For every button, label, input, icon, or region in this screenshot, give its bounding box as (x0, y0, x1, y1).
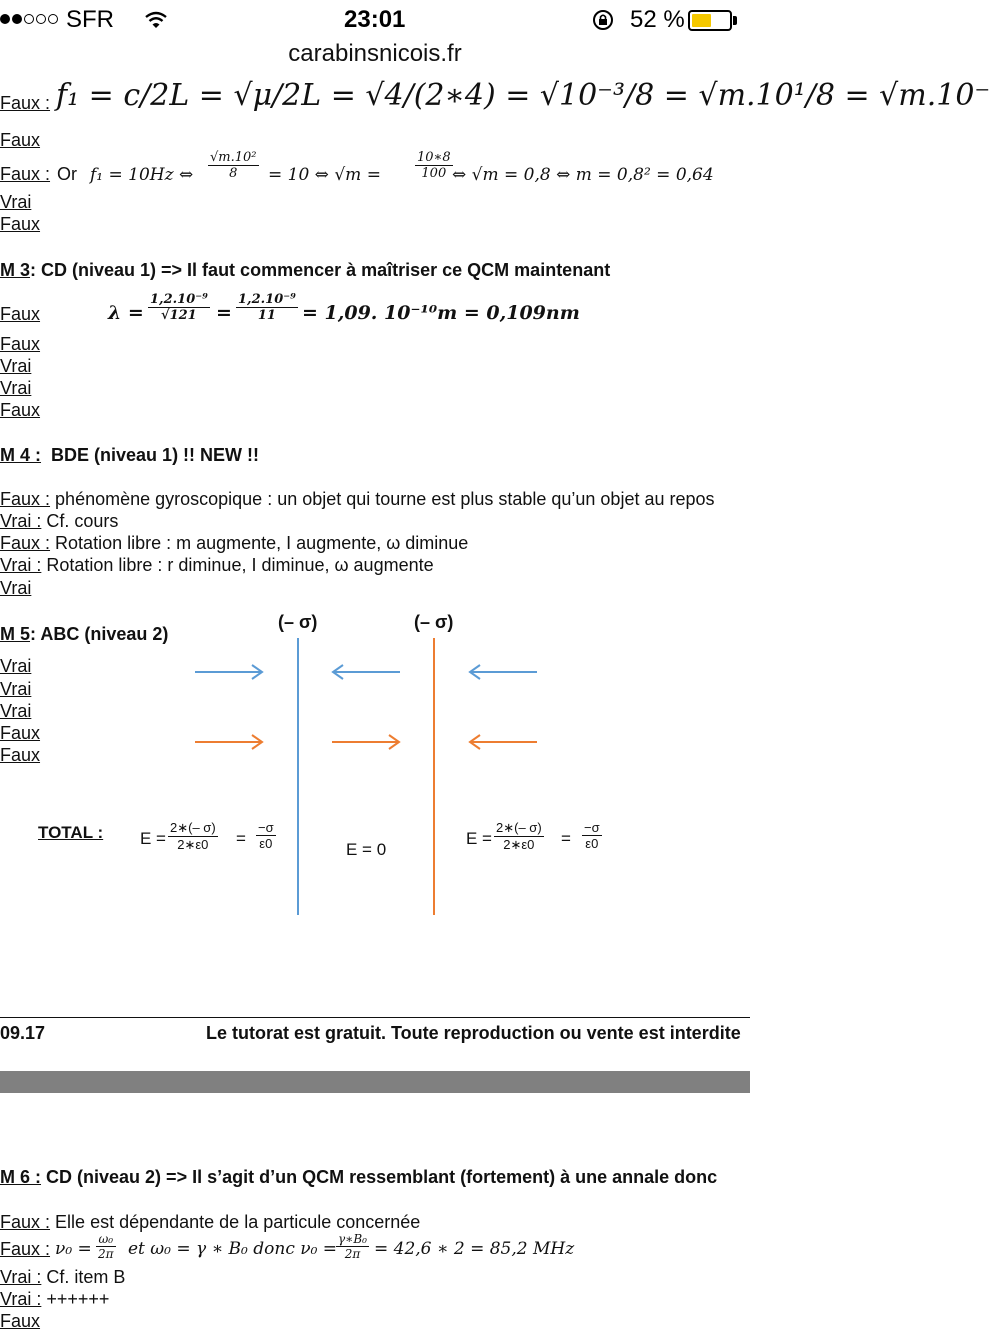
footer-divider (0, 1017, 750, 1018)
answer-label: Vrai (0, 679, 32, 699)
qcm6-item: Faux : Elle est dépendante de la particule concernée (0, 1212, 421, 1232)
formula-middle: = 10 ⇔ √m = (268, 165, 381, 185)
formula-middle: et ω₀ = γ ∗ B₀ donc ν₀ = (128, 1239, 338, 1259)
arrow-left-icon (333, 665, 400, 679)
answer-label: Faux (0, 1311, 41, 1331)
blue-field-arrows (195, 665, 537, 679)
qcm4-title: M 4 : BDE (niveau 1) !! NEW !! (0, 445, 260, 465)
qcm4-item: Faux : phénomène gyroscopique : un objet qui tourne est plus stable qu’un objet au repos (0, 489, 715, 509)
arrow-right-icon (195, 665, 262, 679)
text-or: Or (57, 164, 77, 184)
answer-label: Vrai (0, 656, 32, 676)
page-separator (0, 1071, 750, 1093)
arrow-left-icon (470, 665, 537, 679)
sigma-label-left: (– σ) (278, 612, 318, 632)
arrow-right-icon (332, 735, 399, 749)
fraction: $\frac{\text{γ∗B₀}}{2\pi}$ (338, 1232, 367, 1261)
wifi-icon (144, 10, 168, 30)
answer-label: Faux : (0, 93, 51, 113)
fraction: $\frac{\text{1,2.10⁻⁹}}{√121}$ (150, 292, 208, 323)
lambda-result: = 1,09. 10⁻¹⁰m = 0,109nm (302, 302, 580, 324)
fraction: $\frac{2∗(- \sigma)}{2∗\varepsilon 0}$ (170, 820, 216, 852)
fraction: $\frac{\text{ω₀}}{2\pi}$ (98, 1232, 114, 1261)
qcm4-item: Faux : Rotation libre : m augmente, I augmente, ω diminue (0, 533, 469, 553)
answer-label: Faux (0, 745, 41, 765)
signal-strength-icon (0, 11, 60, 29)
qcm5-title: M 5: ABC (niveau 2) (0, 624, 169, 644)
fraction: $\frac{-\sigma}{\varepsilon 0}$ (258, 820, 274, 851)
rotation-lock-icon (592, 9, 614, 31)
battery-icon (688, 10, 732, 31)
battery-tip (733, 16, 737, 25)
lambda-symbol: λ = (108, 302, 144, 324)
formula-end: = 42,6 ∗ 2 = 85,2 MHz (374, 1239, 575, 1259)
clock: 23:01 (344, 6, 406, 33)
total-label: TOTAL : (38, 823, 104, 842)
qcm6-title: M 6 : CD (niveau 2) => Il s’agit d’un QCM ressemblant (fortement) à une annale donc (0, 1167, 718, 1187)
answer-label: Faux (0, 334, 41, 354)
fraction: $\frac{\text{√m.10²}}{8}$ (210, 150, 257, 181)
formula-end: ⇔ √m = 0,8 ⇔ m = 0,8² = 0,64 (452, 165, 714, 185)
answer-label: Faux : (0, 1239, 51, 1259)
address-bar-url[interactable]: carabinsnicois.fr (288, 40, 462, 67)
sigma-label-right: (– σ) (414, 612, 454, 632)
e-left-prefix: E = (140, 829, 166, 848)
qcm4-item: Vrai : Cf. cours (0, 511, 119, 531)
equals-sign: = (561, 829, 571, 848)
answer-label: Vrai (0, 356, 32, 376)
answer-label: Faux (0, 400, 41, 420)
formula-f1-value: f₁ = 10Hz ⇔ (90, 165, 194, 185)
footer-notice: Le tutorat est gratuit. Toute reproduction ou vente est interdite (206, 1023, 741, 1043)
answer-label: Faux : (0, 164, 51, 184)
qcm4-item: Vrai (0, 578, 32, 598)
fraction: $\frac{\text{1,2.10⁻⁹}}{11}$ (238, 292, 296, 323)
e-right-prefix: E = (466, 829, 492, 848)
formula-f1: f₁ = c/2L = √μ/2L = √4/(2∗4) = √10⁻³/8 = √m.10¹/8 = √m.10⁻ (56, 78, 990, 113)
answer-label: Vrai (0, 192, 32, 212)
equals-sign: = (216, 302, 232, 324)
answer-label: Vrai (0, 378, 32, 398)
answer-label: Faux (0, 214, 41, 234)
formula-v0: ν₀ = (55, 1239, 92, 1259)
field-diagram (0, 600, 750, 930)
battery-percent: 52 % (630, 6, 685, 33)
qcm3-title: M 3: CD (niveau 1) => Il faut commencer à maîtriser ce QCM maintenant (0, 260, 611, 280)
qcm6-item: Vrai : Cf. item B (0, 1267, 126, 1287)
fraction: $\frac{-\sigma}{\varepsilon 0}$ (584, 820, 600, 851)
status-bar (0, 0, 750, 40)
fraction: $\frac{10∗8}{100}$ (417, 150, 451, 181)
fraction: $\frac{2∗(- \sigma)}{2∗\varepsilon 0}$ (496, 820, 542, 852)
carrier-name: SFR (66, 6, 114, 33)
equals-sign: = (236, 829, 246, 848)
e-middle: E = 0 (346, 840, 387, 859)
qcm4-item: Vrai : Rotation libre : r diminue, I diminue, ω augmente (0, 555, 434, 575)
qcm6-item: Vrai : ++++++ (0, 1289, 110, 1309)
answer-label: Faux (0, 723, 41, 743)
answer-label: Vrai (0, 701, 32, 721)
answer-label: Faux (0, 130, 41, 150)
answer-label: Faux (0, 304, 41, 324)
footer-date: 09.17 (0, 1023, 46, 1043)
arrow-left-icon (470, 735, 537, 749)
orange-field-arrows (195, 735, 537, 749)
arrow-right-icon (195, 735, 262, 749)
